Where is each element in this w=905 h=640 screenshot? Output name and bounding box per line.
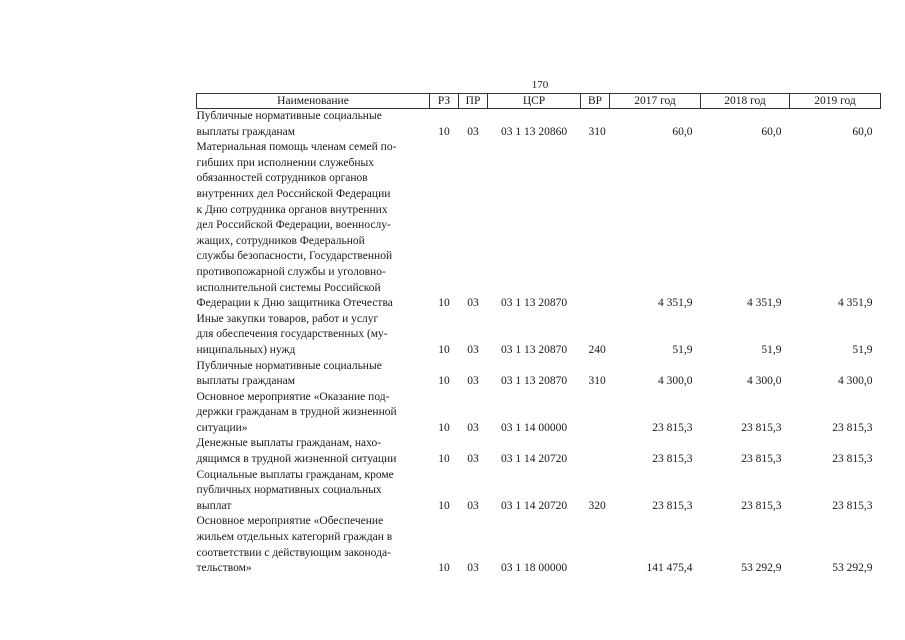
cell-y2018: 23 815,3 [741, 453, 782, 466]
cell-y2017: 4 351,9 [658, 297, 693, 310]
col-header-vr: ВР [581, 94, 610, 109]
cell-pr: 03 [467, 499, 479, 512]
cell-csr: 03 1 18 00000 [500, 562, 568, 575]
col-header-2018: 2018 год [701, 94, 790, 109]
cell-y2017: 23 815,3 [652, 421, 693, 434]
cell-name: Публичные нормативные социальные выплаты гражданам [196, 359, 382, 388]
cell-y2017: 60,0 [672, 125, 693, 138]
col-header-2017: 2017 год [610, 94, 701, 109]
cell-y2018: 51,9 [761, 343, 782, 356]
cell-y2018: 4 351,9 [747, 297, 782, 310]
cell-y2019: 53 292,9 [832, 562, 873, 575]
cell-csr: 03 1 14 00000 [500, 421, 568, 434]
cell-y2017: 4 300,0 [658, 375, 693, 388]
table-body [197, 109, 881, 577]
cell-y2018: 23 815,3 [741, 499, 782, 512]
cell-y2018: 4 300,0 [747, 375, 782, 388]
cell-name: Иные закупки товаров, работ и услуг для обеспечения государственных (му- ниципальных) нужд [196, 312, 388, 356]
cell-pr: 03 [467, 562, 479, 575]
cell-pr: 03 [467, 125, 479, 138]
cell-y2019: 23 815,3 [832, 421, 873, 434]
cell-vr [581, 514, 610, 576]
cell-y2018: 23 815,3 [741, 421, 782, 434]
cell-rz: 10 [438, 125, 450, 138]
cell-csr: 03 1 13 20870 [500, 297, 568, 310]
table-row [197, 390, 881, 437]
cell-vr: 320 [588, 499, 606, 512]
cell-vr [581, 436, 610, 467]
table-row [197, 514, 881, 576]
cell-name: Основное мероприятие «Оказание под- держки гражданам в трудной жизненной ситуации» [196, 390, 397, 434]
col-header-csr: ЦСР [488, 94, 581, 109]
table-row [197, 312, 881, 359]
header-row [197, 94, 881, 109]
cell-y2019: 23 815,3 [832, 453, 873, 466]
cell-name: Материальная помощь членам семей по- гибших при исполнении служебных обязанностей сотрудников органов внутренних дел Российской Федерации к Дню сотрудника органов внутренних дел Российской Федерации, военнослу- жащих, сотрудников Федеральной службы безопасности, Государственной противопожарной службы и уголовно- исполнительной системы Российской Федерации к Дню защитника Отечества [196, 141, 397, 310]
cell-pr: 03 [467, 297, 479, 310]
cell-csr: 03 1 14 20720 [500, 453, 568, 466]
cell-y2019: 4 300,0 [838, 375, 873, 388]
cell-vr: 310 [588, 125, 606, 138]
cell-csr: 03 1 13 20870 [500, 375, 568, 388]
cell-csr: 03 1 14 20720 [500, 499, 568, 512]
cell-y2017: 23 815,3 [652, 453, 693, 466]
cell-rz: 10 [438, 297, 450, 310]
budget-table [196, 93, 881, 577]
table-row [197, 436, 881, 467]
cell-y2019: 4 351,9 [838, 297, 873, 310]
table-row [197, 359, 881, 390]
cell-y2017: 141 475,4 [646, 562, 693, 575]
col-header-2019: 2019 год [790, 94, 881, 109]
cell-name: Социальные выплаты гражданам, кроме публичных нормативных социальных выплат [196, 468, 394, 512]
col-header-rz: РЗ [430, 94, 459, 109]
cell-name: Основное мероприятие «Обеспечение жильем отдельных категорий граждан в соответствии с действующим законода- тельством» [196, 515, 393, 575]
cell-csr: 03 1 13 20870 [500, 343, 568, 356]
col-header-pr: ПР [459, 94, 488, 109]
cell-y2019: 23 815,3 [832, 499, 873, 512]
cell-y2019: 60,0 [852, 125, 873, 138]
cell-vr: 240 [588, 343, 606, 356]
cell-y2017: 51,9 [672, 343, 693, 356]
cell-vr [581, 140, 610, 312]
table-row [197, 140, 881, 312]
table-row [197, 468, 881, 515]
cell-pr: 03 [467, 375, 479, 388]
col-header-name: Наименование [197, 94, 430, 109]
cell-name: Публичные нормативные социальные выплаты гражданам [196, 110, 382, 138]
cell-rz: 10 [438, 453, 450, 466]
cell-rz: 10 [438, 421, 450, 434]
cell-y2017: 23 815,3 [652, 499, 693, 512]
table-row [197, 109, 881, 141]
cell-vr: 310 [588, 375, 606, 388]
cell-rz: 10 [438, 343, 450, 356]
cell-csr: 03 1 13 20860 [500, 125, 568, 138]
page-number: 170 [531, 79, 549, 91]
cell-rz: 10 [438, 562, 450, 575]
cell-y2018: 60,0 [761, 125, 782, 138]
cell-name: Денежные выплаты гражданам, нахо- дящимся в трудной жизненной ситуации [196, 437, 397, 466]
cell-pr: 03 [467, 343, 479, 356]
cell-y2019: 51,9 [852, 343, 873, 356]
cell-rz: 10 [438, 499, 450, 512]
cell-pr: 03 [467, 421, 479, 434]
cell-y2018: 53 292,9 [741, 562, 782, 575]
cell-vr [581, 390, 610, 437]
cell-pr: 03 [467, 453, 479, 466]
cell-rz: 10 [438, 375, 450, 388]
